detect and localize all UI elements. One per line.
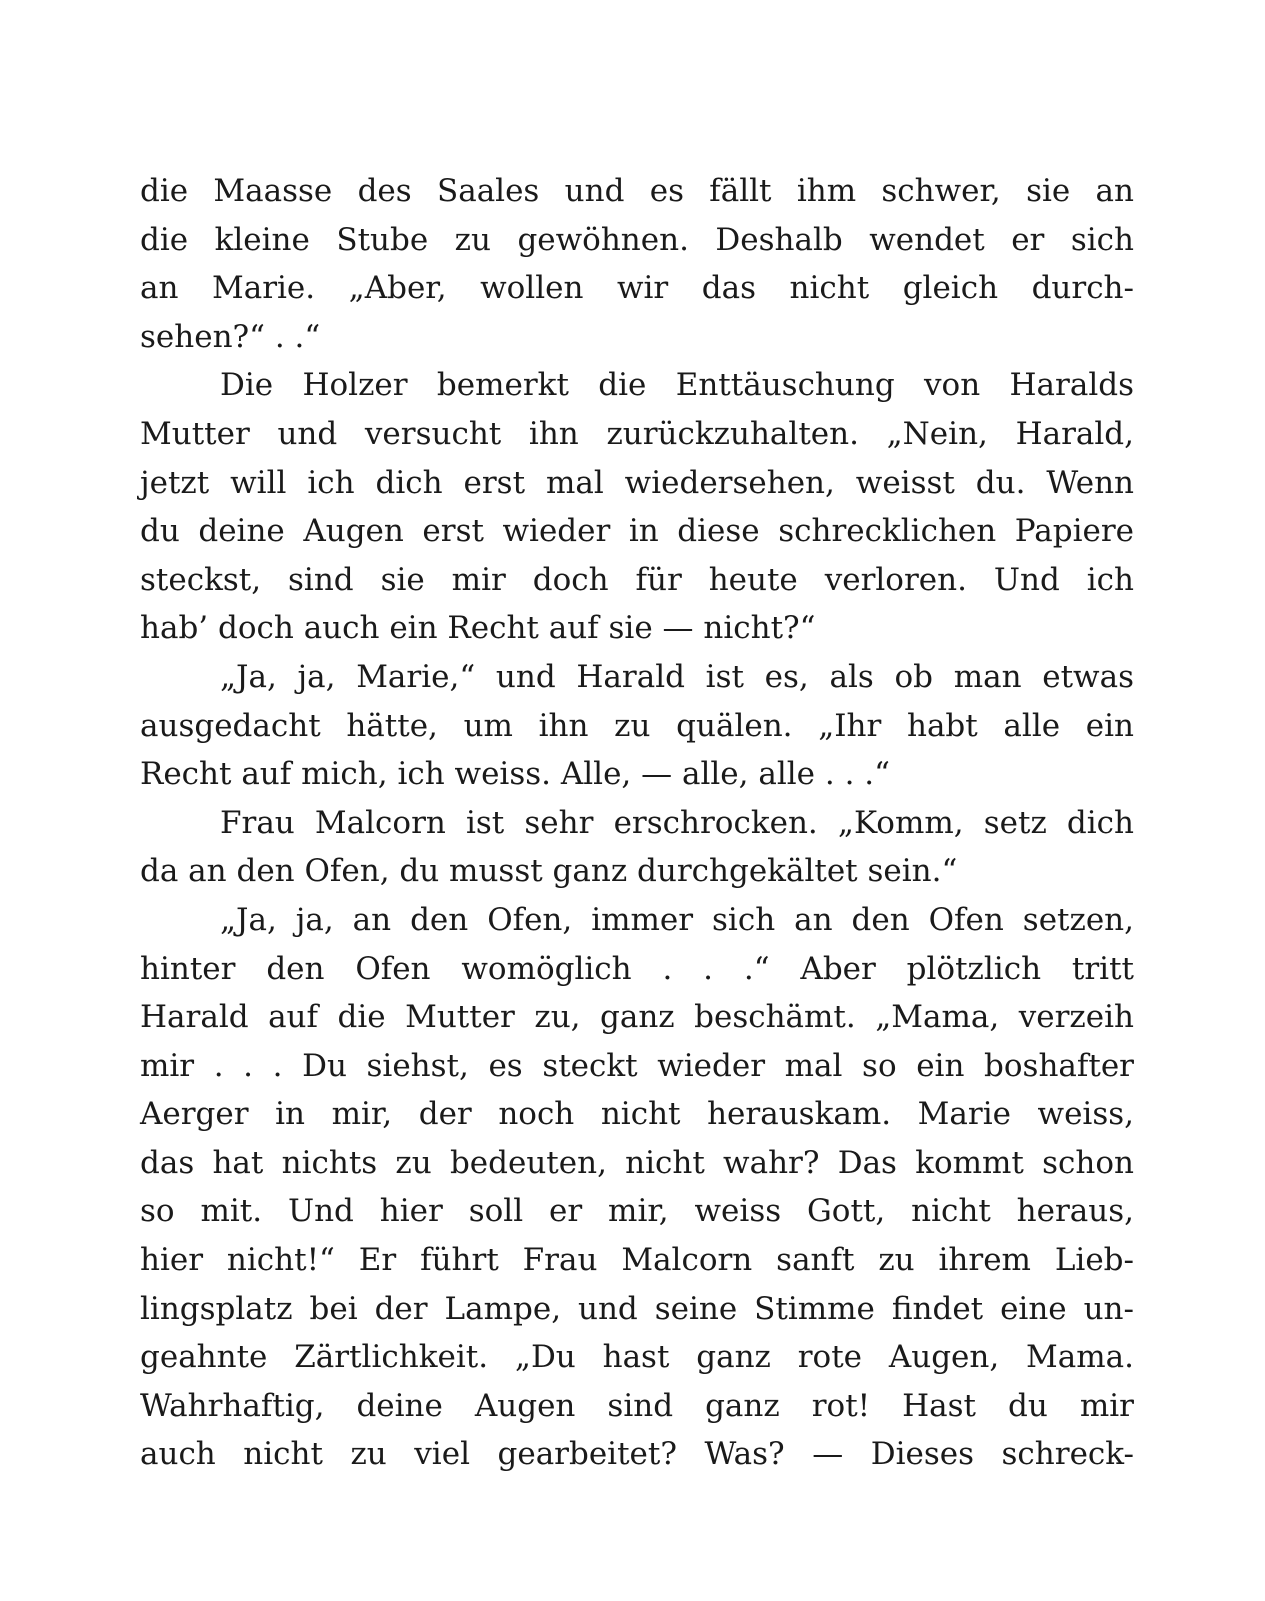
text-line: Die Holzer bemerkt die Enttäuschung von Haralds — [220, 367, 1134, 404]
text-line: so mit. Und hier soll er mir, weiss Gott, nicht heraus, — [140, 1193, 1134, 1230]
paragraph-2 — [140, 361, 1134, 653]
text-line: hab’ doch auch ein Recht auf sie — nicht?“ — [140, 610, 816, 647]
text-line: das hat nichts zu bedeuten, nicht wahr? Das kommt schon — [140, 1144, 1134, 1181]
paragraph-3 — [140, 653, 1134, 799]
text-line: Harald auf die Mutter zu, ganz beschämt. „Mama, verzeih — [140, 999, 1134, 1036]
text-line: „Ja, ja, an den Ofen, immer sich an den Ofen setzen, — [220, 901, 1134, 938]
text-line: jetzt will ich dich erst mal wiedersehen, weisst du. Wenn — [140, 464, 1134, 501]
paragraph-4 — [140, 799, 1134, 896]
text-line: Aerger in mir, der noch nicht herauskam. Marie weiss, — [140, 1096, 1134, 1133]
paragraph-1 — [140, 167, 1134, 361]
page-text — [140, 167, 1134, 1479]
text-line: steckst, sind sie mir doch für heute verloren. Und ich — [140, 561, 1134, 598]
text-line: hinter den Ofen womöglich . . .“ Aber plötzlich tritt — [140, 950, 1134, 987]
text-line: die Maasse des Saales und es fällt ihm schwer, sie an — [140, 173, 1134, 209]
text-line: „Ja, ja, Marie,“ und Harald ist es, als ob man etwas — [220, 658, 1134, 695]
text-line: an Marie. „Aber, wollen wir das nicht gleich durch- — [140, 270, 1134, 307]
text-line: Recht auf mich, ich weiss. Alle, — alle, alle . . .“ — [140, 756, 890, 793]
text-line: du deine Augen erst wieder in diese schrecklichen Papiere — [140, 513, 1134, 550]
text-line: Wahrhaftig, deine Augen sind ganz rot! Hast du mir — [140, 1387, 1134, 1424]
text-line: Frau Malcorn ist sehr erschrocken. „Komm, setz dich — [220, 804, 1134, 841]
text-line: lingsplatz bei der Lampe, und seine Stimme findet eine un- — [140, 1290, 1134, 1327]
text-line: auch nicht zu viel gearbeitet? Was? — Dieses schreck- — [140, 1436, 1134, 1473]
text-line: Mutter und versucht ihn zurückzuhalten. „Nein, Harald, — [140, 415, 1134, 452]
text-line: hier nicht!“ Er führt Frau Malcorn sanft zu ihrem Lieb- — [140, 1242, 1134, 1279]
text-line: geahnte Zärtlichkeit. „Du hast ganz rote Augen, Mama. — [140, 1339, 1134, 1376]
text-line: sehen?“ . .“ — [140, 318, 321, 355]
text-line: da an den Ofen, du musst ganz durchgekältet sein.“ — [140, 853, 958, 890]
text-line: die kleine Stube zu gewöhnen. Deshalb wendet er sich — [140, 221, 1134, 258]
text-line: ausgedacht hätte, um ihn zu quälen. „Ihr habt alle ein — [140, 707, 1134, 744]
text-line: mir . . . Du siehst, es steckt wieder mal so ein boshafter — [140, 1047, 1134, 1084]
paragraph-5 — [140, 896, 1134, 1479]
